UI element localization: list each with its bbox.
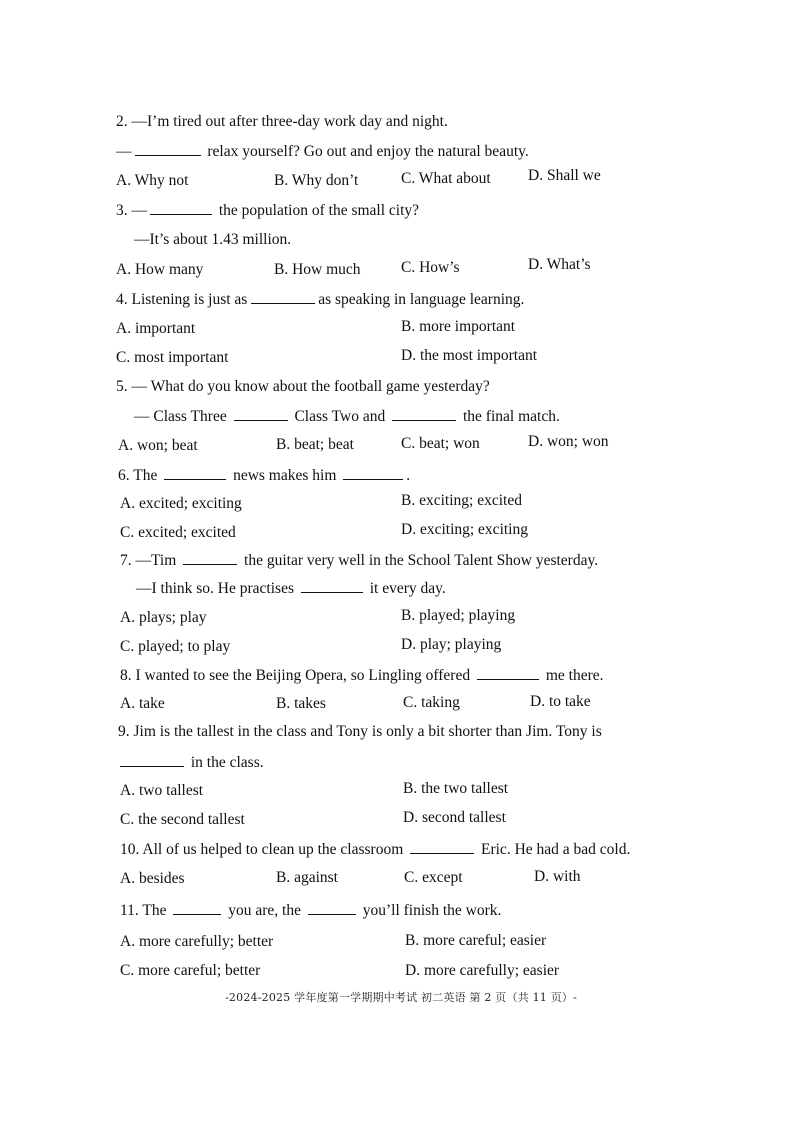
q2-option-d[interactable]: D. Shall we xyxy=(528,167,601,184)
q10-option-d[interactable]: D. with xyxy=(534,868,581,885)
q3-option-c[interactable]: C. How’s xyxy=(401,259,460,276)
answer-blank[interactable] xyxy=(301,578,363,593)
q3-option-b[interactable]: B. How much xyxy=(274,261,361,278)
q11-stem: 11. The you are, the you’ll finish the work. xyxy=(120,902,502,919)
q2-stem: 2. —I’m tired out after three-day work day and night. xyxy=(116,113,448,130)
q7-option-c[interactable]: C. played; to play xyxy=(120,638,231,655)
q9-option-b[interactable]: B. the two tallest xyxy=(403,780,509,797)
q2-option-c[interactable]: C. What about xyxy=(401,170,491,187)
q3-stem: 3. — the population of the small city? xyxy=(116,202,420,219)
q7-option-b[interactable]: B. played; playing xyxy=(401,607,516,624)
q7-stem: 7. —Tim the guitar very well in the School Talent Show yesterday. xyxy=(120,552,599,569)
q2-option-b[interactable]: B. Why don’t xyxy=(274,172,359,189)
q8-option-b[interactable]: B. takes xyxy=(276,695,326,712)
q5-reply: — Class Three Class Two and the final match. xyxy=(134,408,560,425)
answer-blank[interactable] xyxy=(164,465,226,480)
q11-option-c[interactable]: C. more careful; better xyxy=(120,962,261,979)
answer-blank[interactable] xyxy=(343,465,403,480)
q8-option-c[interactable]: C. taking xyxy=(403,694,460,711)
q5-stem: 5. — What do you know about the football game yesterday? xyxy=(116,378,490,395)
q4-option-c[interactable]: C. most important xyxy=(116,349,229,366)
q9-option-d[interactable]: D. second tallest xyxy=(403,809,506,826)
q8-stem: 8. I wanted to see the Beijing Opera, so Lingling offered me there. xyxy=(120,667,604,684)
q4-stem: 4. Listening is just as as speaking in language learning. xyxy=(116,291,525,308)
q2-option-a[interactable]: A. Why not xyxy=(116,172,189,189)
q5-option-d[interactable]: D. won; won xyxy=(528,433,609,450)
q7-option-d[interactable]: D. play; playing xyxy=(401,636,502,653)
q7-reply: —I think so. He practises it every day. xyxy=(136,580,446,597)
q9-option-a[interactable]: A. two tallest xyxy=(120,782,204,799)
q11-option-b[interactable]: B. more careful; easier xyxy=(405,932,547,949)
answer-blank[interactable] xyxy=(173,900,221,915)
q6-option-b[interactable]: B. exciting; excited xyxy=(401,492,522,509)
answer-blank[interactable] xyxy=(308,900,356,915)
answer-blank[interactable] xyxy=(135,141,201,156)
q4-option-d[interactable]: D. the most important xyxy=(401,347,538,364)
q6-option-c[interactable]: C. excited; excited xyxy=(120,524,236,541)
q9-cont: in the class. xyxy=(120,752,264,773)
q9-option-c[interactable]: C. the second tallest xyxy=(120,811,245,828)
q11-option-d[interactable]: D. more carefully; easier xyxy=(405,962,560,979)
q6-option-d[interactable]: D. exciting; exciting xyxy=(401,521,528,538)
answer-blank[interactable] xyxy=(234,406,288,421)
q5-option-a[interactable]: A. won; beat xyxy=(118,437,198,454)
q8-option-d[interactable]: D. to take xyxy=(530,693,591,710)
page-footer: -2024-2025 学年度第一学期期中考试 初二英语 第 2 页（共 11 页）- xyxy=(225,991,578,1004)
q9-stem: 9. Jim is the tallest in the class and Tony is only a bit shorter than Jim. Tony is xyxy=(118,723,602,740)
q10-option-b[interactable]: B. against xyxy=(276,869,338,886)
q3-option-d[interactable]: D. What’s xyxy=(528,256,591,273)
q5-option-b[interactable]: B. beat; beat xyxy=(276,436,354,453)
q6-stem: 6. The news makes him . xyxy=(118,467,411,484)
answer-blank[interactable] xyxy=(410,839,474,854)
q4-option-b[interactable]: B. more important xyxy=(401,318,516,335)
q3-reply: —It’s about 1.43 million. xyxy=(134,231,292,248)
q3-option-a[interactable]: A. How many xyxy=(116,261,204,278)
answer-blank[interactable] xyxy=(183,550,237,565)
q7-option-a[interactable]: A. plays; play xyxy=(120,609,207,626)
q8-option-a[interactable]: A. take xyxy=(120,695,165,712)
q10-option-a[interactable]: A. besides xyxy=(120,870,185,887)
answer-blank[interactable] xyxy=(251,289,315,304)
q10-option-c[interactable]: C. except xyxy=(404,869,463,886)
q6-option-a[interactable]: A. excited; exciting xyxy=(120,495,242,512)
q4-option-a[interactable]: A. important xyxy=(116,320,196,337)
answer-blank[interactable] xyxy=(477,665,539,680)
q10-stem: 10. All of us helped to clean up the classroom Eric. He had a bad cold. xyxy=(120,841,631,858)
answer-blank[interactable] xyxy=(150,200,212,215)
answer-blank[interactable] xyxy=(120,752,184,767)
q2-reply: — relax yourself? Go out and enjoy the natural beauty. xyxy=(116,143,529,160)
q5-option-c[interactable]: C. beat; won xyxy=(401,435,480,452)
q11-option-a[interactable]: A. more carefully; better xyxy=(120,933,274,950)
answer-blank[interactable] xyxy=(392,406,456,421)
